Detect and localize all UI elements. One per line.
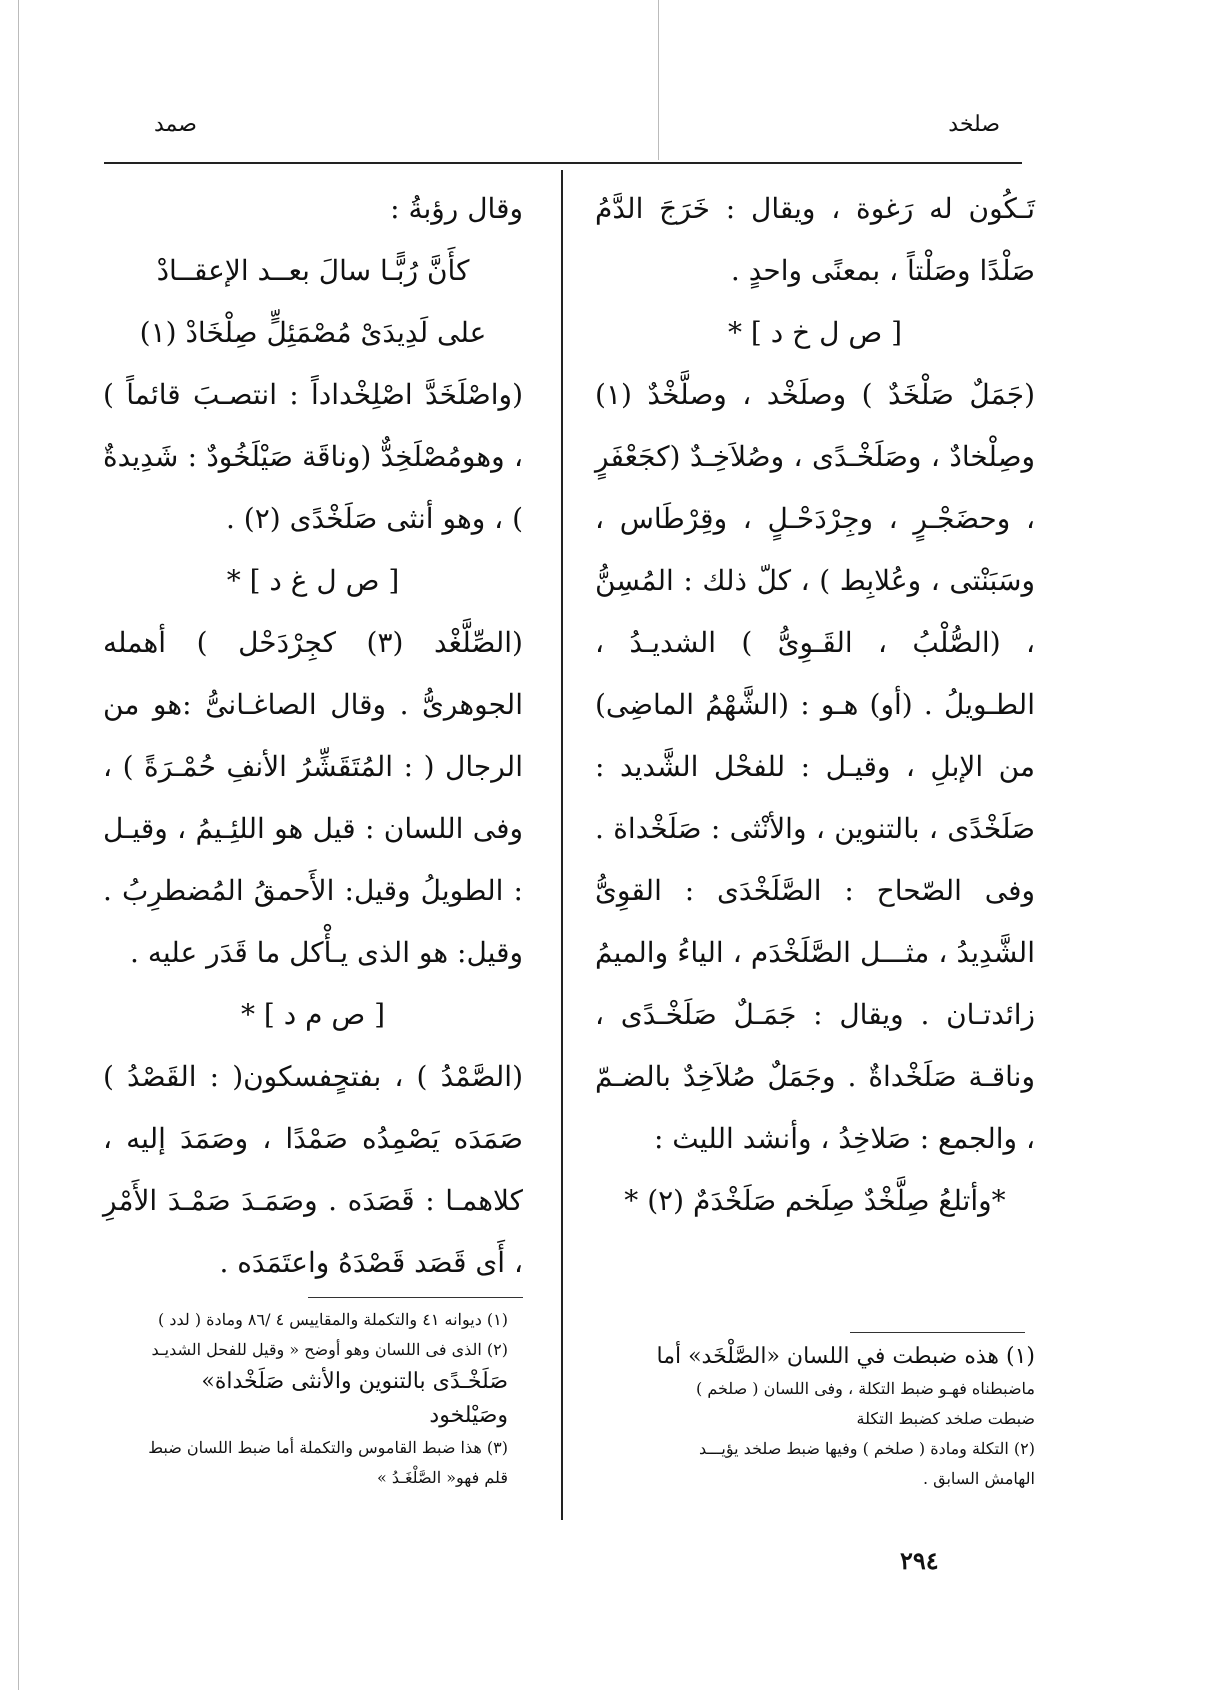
entry-body-smd: (الصَّمْدُ ) ، بفتحٍفسكون( : القَصْدُ ) صَمَدَه يَصْمِدُه صَمْدًا ، وصَمَدَ إليه ، كلاهمـا : قَصَدَه . وصَمَـدَ صَمْـدَ الأَمْرِ ، أَى قَصَد قَصْدَهُ واعتَمَدَه . bbox=[103, 1060, 523, 1279]
footnote-left-2-cont2: وصَيْلخود bbox=[429, 1403, 508, 1428]
scan-edge-left bbox=[18, 0, 19, 1690]
footnote-left-3: (٣) هذا ضبط القاموس والتكملة أما ضبط اللسان ضبط bbox=[148, 1438, 508, 1457]
entry-heading-slghd: [ ص ل غ د ] * bbox=[226, 564, 400, 597]
footnote-right-2-cont: الهامش السابق . bbox=[922, 1469, 1035, 1488]
footnote-right-1-cont: ماضبطناه فهـو ضبط التكلة ، وفى اللسان ( صلخم ) bbox=[695, 1379, 1035, 1398]
entry-body-slghd: (الصِّلَّغْد (٣) كجِرْدَحْل ) أهمله الجوهرىُّ . وقال الصاغـانىُّ :هو من الرجال ( : المُتَقَشِّرُ الأنفِ حُمْـرَةً ) ، وفى اللسان : قيل هو اللئِـيمُ ، وقيـل : الطويلُ وقيل: الأَحمقُ المُضطرِبُ . وقيل: هو الذى يـأْكل ما قَدَر عليه . bbox=[103, 626, 523, 969]
footnote-rule-right bbox=[850, 1332, 1025, 1333]
footnote-rule-left bbox=[308, 1297, 523, 1298]
footnote-left-1: (١) ديوانه ٤١ والتكملة والمقاييس ٤ /٨٦ ومادة ( لدد ) bbox=[158, 1310, 508, 1329]
right-column bbox=[595, 178, 1035, 1232]
entry-body-slkhd: (جَمَلٌ صَلْخَدٌ ) وصلَخْد ، وصلَّخْدٌ (١) وصِلْخادٌ ، وصَلَخْـدًى ، وصُلاَخِـدٌ (كجَعْفَرٍ ، وحضَجْـرٍ ، وجِرْدَحْـلٍ ، وقِرْطَاس ، وسَبَنْتى ، وعُلابِط ) ، كلّ ذلك : المُسِنُّ ، (الصُّلْبُ ، القَـوِىُّ ) الشديـدُ ، الطـويلُ . (أو) هـو : (الشَّهْمُ الماضِى) من الإبلِ ، وقيـل : للفحْل الشَّديد : صَلَخْدًى ، بالتنوين ، والأنْثى : صَلَخْداة . وفى الصّحاح : الصَّلَخْدَى : القوِىُّ الشَّدِيدُ ، مثـــل الصَّلَخْدَم ، الياءُ والميمُ زائدتـان . ويقال : جَمَـلٌ صَلَخْـدًى ، وناقـة صَلَخْداةٌ . وجَمَلٌ صُلاَخِدٌ بالضـمّ ، والجمع : صَلاخِدُ ، وأنشد الليث : bbox=[595, 378, 1035, 1155]
footnote-right-1-cont2: ضبطت صلخد كضبط التكلة bbox=[856, 1409, 1035, 1428]
entry-body-islakhadda: (واصْلَخَدَّ اصْلِخْداداً : انتصـبَ قائماً ) ، وهومُصْلَخِدٌّ (وناقَة صَيْلَخُودٌ : شَدِيدةٌ ) ، وهو أنثى صَلَخْدًى (٢) . bbox=[103, 378, 523, 535]
ruba-verse-line-1: كأَنَّ رُبًّـا سالَ بعــد الإعقــادْ bbox=[156, 254, 470, 287]
footnote-left-2-cont: صَلَخْـدًى بالتنوين والأنثى صَلَخْداة» bbox=[201, 1369, 508, 1394]
footnote-left-3-cont: قلم فهو« الصَّلْغَـدُ » bbox=[376, 1468, 508, 1487]
ruba-intro: وقال رؤبةُ : bbox=[390, 192, 523, 225]
verse-layth: *وأتلعُ صِلَّخْدٌ صِلَخم صَلَخْدَمٌ (٢) * bbox=[624, 1184, 1006, 1217]
footnotes-right bbox=[595, 1340, 1035, 1494]
footnote-right-2: (٢) التكلة ومادة ( صلخم ) وفيها ضبط صلخد يؤيـــد bbox=[698, 1439, 1035, 1458]
fold-mark bbox=[658, 0, 659, 160]
footnotes-left bbox=[88, 1305, 508, 1493]
left-column bbox=[103, 178, 523, 1294]
entry-heading-smd: [ ص م د ] * bbox=[240, 998, 385, 1031]
running-head-right: صلخد bbox=[948, 112, 1000, 137]
running-head-left: صمد bbox=[154, 112, 197, 137]
ruba-verse-line-2: على لَدِيدَىْ مُصْمَئِلٍّ صِلْخَادْ (١) bbox=[139, 316, 487, 349]
column-divider bbox=[561, 170, 563, 1520]
footnote-right-1: (١) هذه ضبطت في اللسان «الصَّلْخَد» أما bbox=[656, 1344, 1035, 1369]
header-rule bbox=[104, 162, 1022, 164]
entry-continuation: تَـكُون له رَغوة ، ويقال : خَرَجَ الدَّمُ صَلْدًا وصَلْتاً ، بمعنًى واحدٍ . bbox=[595, 192, 1035, 287]
page-number: ٢٩٤ bbox=[900, 1546, 939, 1575]
footnote-left-2: (٢) الذى فى اللسان وهو أوضح « وقيل للفحل الشديـد bbox=[151, 1340, 508, 1359]
entry-heading-slkhd: [ ص ل خ د ] * bbox=[728, 316, 902, 349]
